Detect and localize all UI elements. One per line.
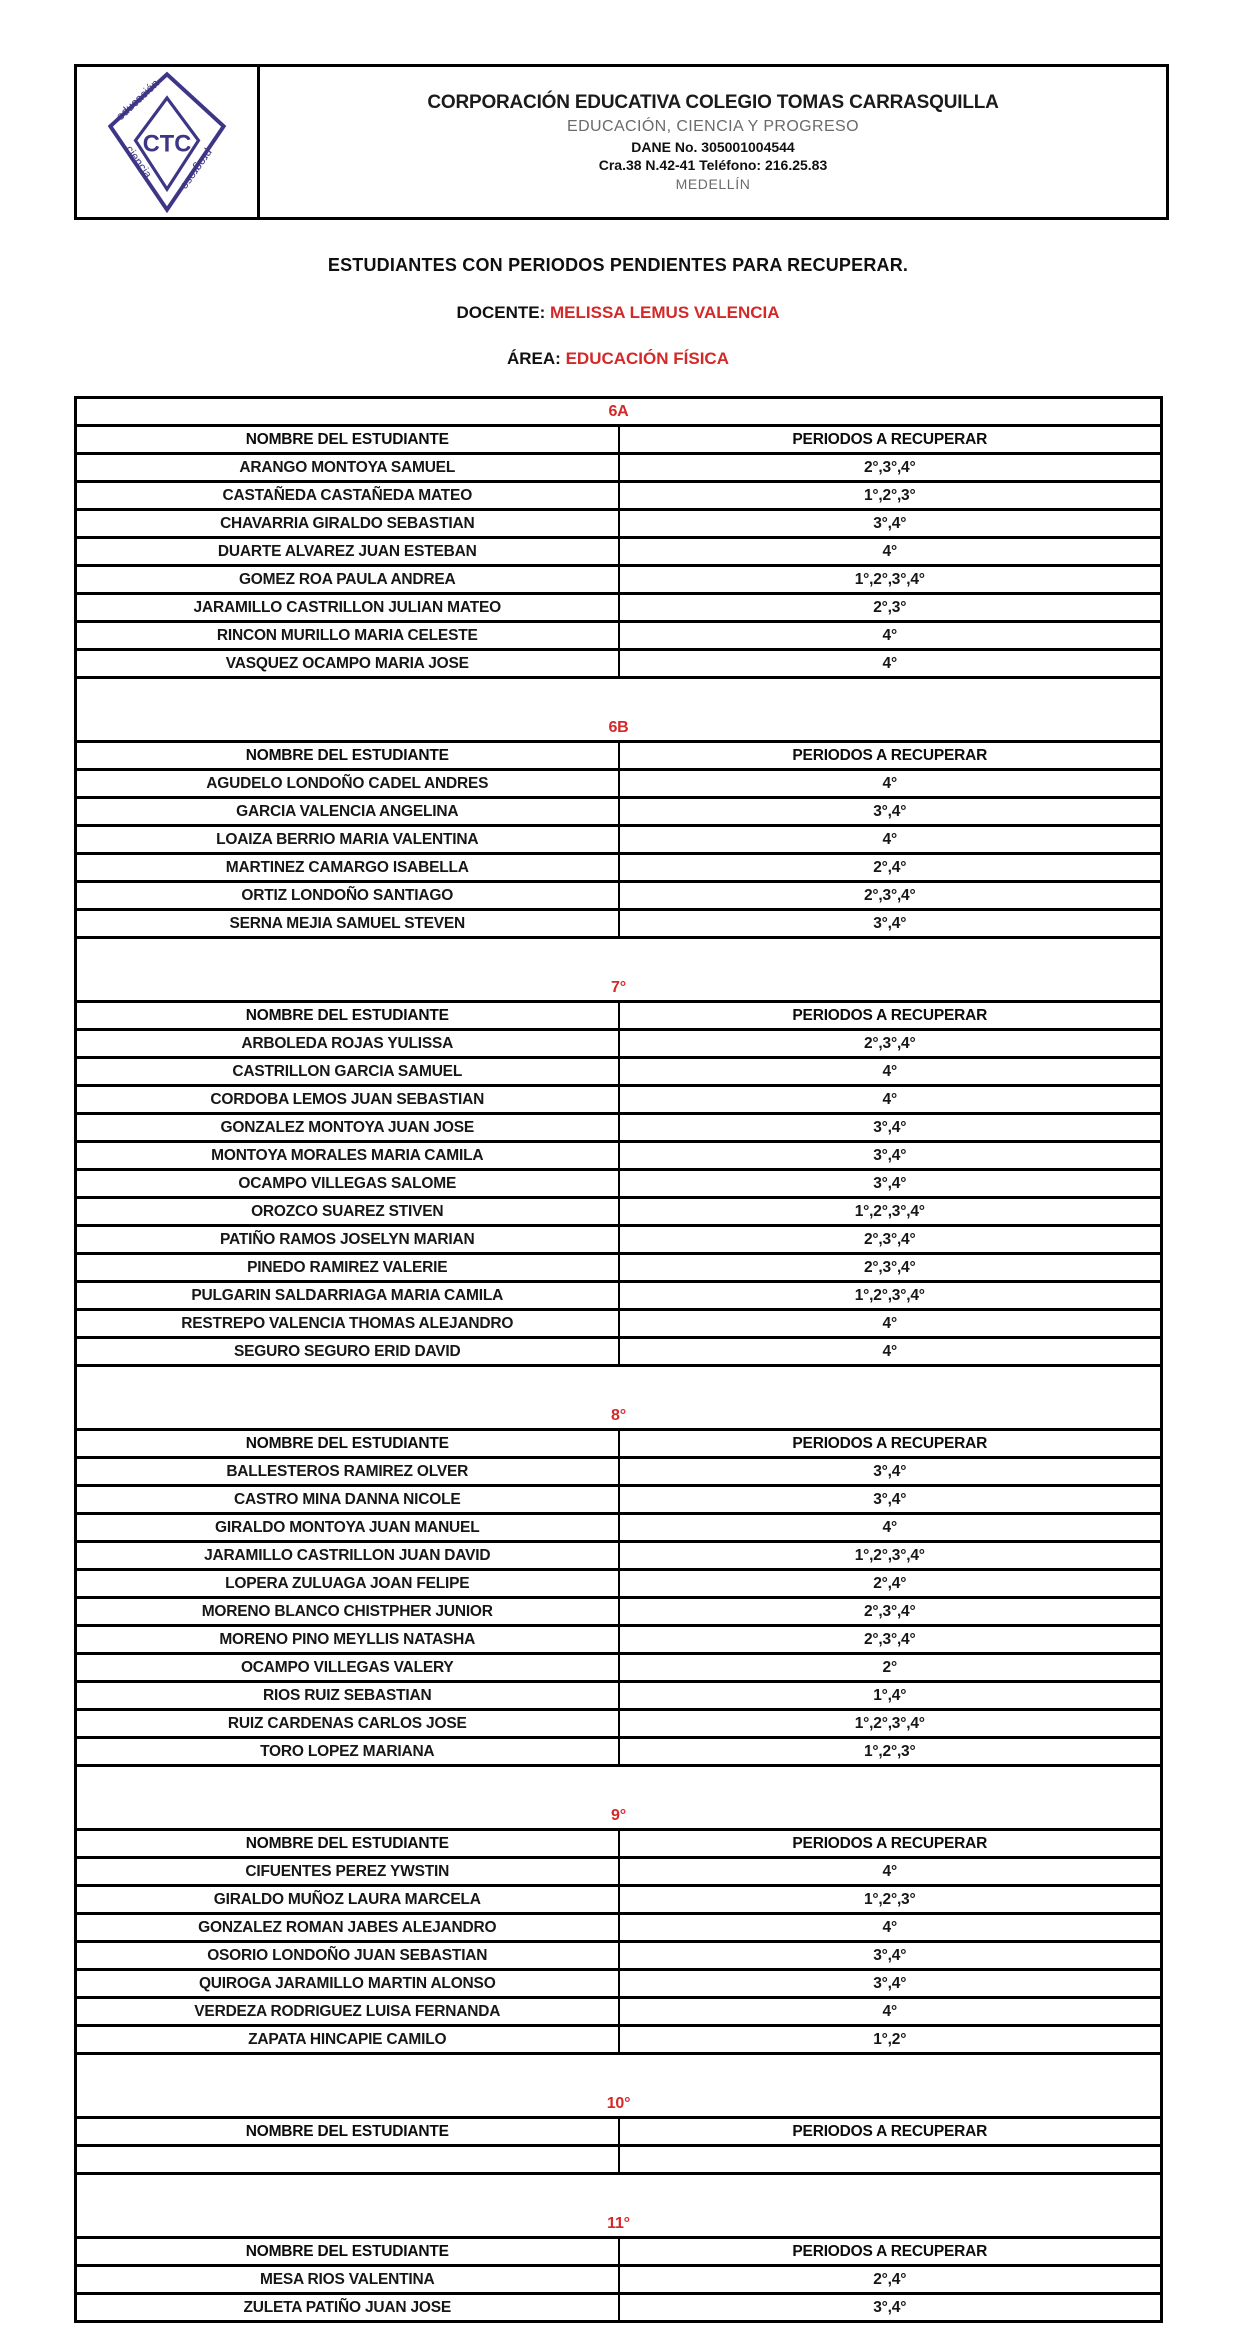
periods-header: PERIODOS A RECUPERAR <box>619 426 1162 454</box>
section-title-row <box>76 1403 1162 1430</box>
periods-cell: 4° <box>619 650 1162 678</box>
student-row <box>76 1682 1162 1710</box>
student-name-cell: OCAMPO VILLEGAS VALERY <box>76 1654 619 1682</box>
periods-cell: 1°,2°,3° <box>619 1738 1162 1766</box>
student-name-cell: PULGARIN SALDARRIAGA MARIA CAMILA <box>76 1282 619 1310</box>
student-name-header: NOMBRE DEL ESTUDIANTE <box>76 1830 619 1858</box>
section-spacer-cell <box>76 678 1162 716</box>
org-city: MEDELLÍN <box>675 175 751 192</box>
student-name-cell: QUIROGA JARAMILLO MARTIN ALONSO <box>76 1970 619 1998</box>
student-row <box>76 1942 1162 1970</box>
student-row <box>76 1654 1162 1682</box>
section-title: 10° <box>76 2091 1162 2118</box>
student-row <box>76 770 1162 798</box>
student-name-cell: JARAMILLO CASTRILLON JUAN DAVID <box>76 1542 619 1570</box>
student-row <box>76 1114 1162 1142</box>
periods-cell: 4° <box>619 538 1162 566</box>
student-name-cell: CASTRO MINA DANNA NICOLE <box>76 1486 619 1514</box>
student-name-cell: AGUDELO LONDOÑO CADEL ANDRES <box>76 770 619 798</box>
student-name-cell: GIRALDO MONTOYA JUAN MANUEL <box>76 1514 619 1542</box>
student-row <box>76 1338 1162 1366</box>
periods-cell: 1°,2°,3°,4° <box>619 566 1162 594</box>
student-name-cell: PATIÑO RAMOS JOSELYN MARIAN <box>76 1226 619 1254</box>
periods-cell: 2° <box>619 1654 1162 1682</box>
student-row <box>76 1970 1162 1998</box>
docente-label: DOCENTE: <box>456 303 546 322</box>
section-spacer-cell <box>76 1766 1162 1804</box>
periods-cell: 4° <box>619 1514 1162 1542</box>
student-name-cell: SERNA MEJIA SAMUEL STEVEN <box>76 910 619 938</box>
student-row <box>76 1198 1162 1226</box>
student-name-header: NOMBRE DEL ESTUDIANTE <box>76 2118 619 2146</box>
student-row <box>76 1626 1162 1654</box>
periods-cell: 4° <box>619 1998 1162 2026</box>
student-name-cell: RINCON MURILLO MARIA CELESTE <box>76 622 619 650</box>
section-title-row <box>76 715 1162 742</box>
student-row <box>76 566 1162 594</box>
column-header-row <box>76 1430 1162 1458</box>
periods-header: PERIODOS A RECUPERAR <box>619 1430 1162 1458</box>
student-name-cell: CHAVARRIA GIRALDO SEBASTIAN <box>76 510 619 538</box>
student-name-cell: PINEDO RAMIREZ VALERIE <box>76 1254 619 1282</box>
student-row <box>76 1738 1162 1766</box>
periods-cell: 3°,4° <box>619 798 1162 826</box>
area-label: ÁREA: <box>507 349 561 368</box>
student-row <box>76 538 1162 566</box>
student-name-cell: ZAPATA HINCAPIE CAMILO <box>76 2026 619 2054</box>
student-name-cell: GONZALEZ MONTOYA JUAN JOSE <box>76 1114 619 1142</box>
student-name-cell: CIFUENTES PEREZ YWSTIN <box>76 1858 619 1886</box>
column-header-row <box>76 426 1162 454</box>
student-row <box>76 1542 1162 1570</box>
periods-cell: 2°,4° <box>619 2266 1162 2294</box>
periods-cell: 2°,3°,4° <box>619 1030 1162 1058</box>
periods-cell: 1°,4° <box>619 1682 1162 1710</box>
students-table-body <box>76 398 1162 2322</box>
org-dane: DANE No. 305001004544 <box>631 138 795 155</box>
periods-cell: 4° <box>619 1914 1162 1942</box>
student-name-cell: GARCIA VALENCIA ANGELINA <box>76 798 619 826</box>
student-row <box>76 1886 1162 1914</box>
student-name-cell: LOAIZA BERRIO MARIA VALENTINA <box>76 826 619 854</box>
student-row <box>76 1458 1162 1486</box>
student-name-header: NOMBRE DEL ESTUDIANTE <box>76 742 619 770</box>
student-name-cell: RIOS RUIZ SEBASTIAN <box>76 1682 619 1710</box>
section-title: 6A <box>76 398 1162 426</box>
section-spacer-row <box>76 1766 1162 1804</box>
student-name-header: NOMBRE DEL ESTUDIANTE <box>76 1002 619 1030</box>
periods-cell: 2°,3°,4° <box>619 454 1162 482</box>
student-name-cell: GOMEZ ROA PAULA ANDREA <box>76 566 619 594</box>
periods-cell: 3°,4° <box>619 510 1162 538</box>
student-row <box>76 1282 1162 1310</box>
periods-cell: 2°,3°,4° <box>619 1226 1162 1254</box>
periods-cell: 2°,3°,4° <box>619 882 1162 910</box>
periods-cell: 4° <box>619 770 1162 798</box>
student-row <box>76 2026 1162 2054</box>
page-title: ESTUDIANTES CON PERIODOS PENDIENTES PARA RECUPERAR. <box>327 255 909 275</box>
periods-cell: 4° <box>619 1058 1162 1086</box>
student-name-cell: VERDEZA RODRIGUEZ LUISA FERNANDA <box>76 1998 619 2026</box>
docente-line <box>0 302 1236 324</box>
docente-value: MELISSA LEMUS VALENCIA <box>550 303 780 322</box>
section-spacer-cell <box>76 2054 1162 2092</box>
column-header-row <box>76 2238 1162 2266</box>
periods-header: PERIODOS A RECUPERAR <box>619 1830 1162 1858</box>
periods-cell: 3°,4° <box>619 1486 1162 1514</box>
periods-cell: 1°,2°,3°,4° <box>619 1710 1162 1738</box>
section-title-row <box>76 2091 1162 2118</box>
periods-cell: 1°,2°,3°,4° <box>619 1198 1162 1226</box>
student-row <box>76 1514 1162 1542</box>
letterhead-text <box>260 67 1166 217</box>
student-name-cell: MORENO BLANCO CHISTPHER JUNIOR <box>76 1598 619 1626</box>
section-title: 7° <box>76 975 1162 1002</box>
student-row <box>76 1030 1162 1058</box>
student-row <box>76 1254 1162 1282</box>
section-spacer-cell <box>76 938 1162 976</box>
student-row <box>76 1598 1162 1626</box>
periods-header: PERIODOS A RECUPERAR <box>619 1002 1162 1030</box>
student-row <box>76 1486 1162 1514</box>
section-spacer-row <box>76 2174 1162 2212</box>
area-line <box>0 348 1236 370</box>
student-name-cell: MESA RIOS VALENTINA <box>76 2266 619 2294</box>
section-title-row <box>76 2211 1162 2238</box>
periods-cell: 2°,3°,4° <box>619 1254 1162 1282</box>
periods-cell: 1°,2°,3°,4° <box>619 1282 1162 1310</box>
student-name-cell: DUARTE ALVAREZ JUAN ESTEBAN <box>76 538 619 566</box>
periods-header: PERIODOS A RECUPERAR <box>619 742 1162 770</box>
student-row <box>76 1170 1162 1198</box>
org-address: Cra.38 N.42-41 Teléfono: 216.25.83 <box>598 157 828 174</box>
periods-cell: 3°,4° <box>619 910 1162 938</box>
periods-cell: 2°,3° <box>619 594 1162 622</box>
periods-cell: 3°,4° <box>619 2294 1162 2322</box>
periods-cell: 4° <box>619 826 1162 854</box>
section-title-row <box>76 1803 1162 1830</box>
student-row <box>76 1086 1162 1114</box>
student-row <box>76 826 1162 854</box>
section-spacer-cell <box>76 2174 1162 2212</box>
periods-cell: 3°,4° <box>619 1458 1162 1486</box>
column-header-row <box>76 1002 1162 1030</box>
student-name-cell: CASTRILLON GARCIA SAMUEL <box>76 1058 619 1086</box>
student-name-header: NOMBRE DEL ESTUDIANTE <box>76 1430 619 1458</box>
student-name-cell: GIRALDO MUÑOZ LAURA MARCELA <box>76 1886 619 1914</box>
student-row <box>76 1710 1162 1738</box>
student-name-cell: TORO LOPEZ MARIANA <box>76 1738 619 1766</box>
column-header-row <box>76 1830 1162 1858</box>
section-spacer-cell <box>76 1366 1162 1404</box>
periods-cell: 4° <box>619 1858 1162 1886</box>
student-name-cell: LOPERA ZULUAGA JOAN FELIPE <box>76 1570 619 1598</box>
student-name-header: NOMBRE DEL ESTUDIANTE <box>76 426 619 454</box>
student-row <box>76 2294 1162 2322</box>
logo-word-ciencia: ciencia <box>122 142 156 181</box>
periods-cell: 3°,4° <box>619 1114 1162 1142</box>
student-row <box>76 1058 1162 1086</box>
periods-cell: 4° <box>619 1310 1162 1338</box>
periods-cell: 1°,2°,3°,4° <box>619 1542 1162 1570</box>
logo-word-progreso: progreso <box>177 146 217 193</box>
student-name-cell: OCAMPO VILLEGAS SALOME <box>76 1170 619 1198</box>
periods-cell: 1°,2°,3° <box>619 1886 1162 1914</box>
section-title-row <box>76 398 1162 426</box>
org-motto: EDUCACIÓN, CIENCIA Y PROGRESO <box>567 117 859 135</box>
school-logo-icon <box>104 71 230 213</box>
student-name-cell: MONTOYA MORALES MARIA CAMILA <box>76 1142 619 1170</box>
section-title: 11° <box>76 2211 1162 2238</box>
student-row <box>76 1998 1162 2026</box>
student-row <box>76 2146 1162 2174</box>
periods-cell: 3°,4° <box>619 1142 1162 1170</box>
section-title: 6B <box>76 715 1162 742</box>
section-title-row <box>76 975 1162 1002</box>
student-name-cell: CORDOBA LEMOS JUAN SEBASTIAN <box>76 1086 619 1114</box>
periods-cell: 2°,3°,4° <box>619 1598 1162 1626</box>
student-row <box>76 1226 1162 1254</box>
student-row <box>76 798 1162 826</box>
periods-cell: 3°,4° <box>619 1170 1162 1198</box>
logo-cell <box>77 67 260 217</box>
student-name-cell: JARAMILLO CASTRILLON JULIAN MATEO <box>76 594 619 622</box>
student-name-cell: ORTIZ LONDOÑO SANTIAGO <box>76 882 619 910</box>
student-name-cell: ARBOLEDA ROJAS YULISSA <box>76 1030 619 1058</box>
org-name: CORPORACIÓN EDUCATIVA COLEGIO TOMAS CARRASQUILLA <box>427 91 999 113</box>
students-table <box>74 396 1163 2323</box>
student-row <box>76 854 1162 882</box>
student-row <box>76 622 1162 650</box>
periods-cell: 3°,4° <box>619 1942 1162 1970</box>
student-row <box>76 454 1162 482</box>
logo-monogram: CTC <box>142 131 192 158</box>
student-name-cell: RUIZ CARDENAS CARLOS JOSE <box>76 1710 619 1738</box>
logo-word-educacion: educación <box>113 76 162 124</box>
periods-cell <box>619 2146 1162 2174</box>
section-spacer-row <box>76 938 1162 976</box>
periods-cell: 1°,2° <box>619 2026 1162 2054</box>
student-row <box>76 1310 1162 1338</box>
student-name-cell <box>76 2146 619 2174</box>
column-header-row <box>76 2118 1162 2146</box>
section-spacer-row <box>76 2054 1162 2092</box>
student-row <box>76 1914 1162 1942</box>
periods-cell: 2°,4° <box>619 854 1162 882</box>
section-title: 8° <box>76 1403 1162 1430</box>
student-row <box>76 1858 1162 1886</box>
periods-cell: 4° <box>619 1086 1162 1114</box>
student-name-cell: OSORIO LONDOÑO JUAN SEBASTIAN <box>76 1942 619 1970</box>
student-row <box>76 1142 1162 1170</box>
student-name-cell: RESTREPO VALENCIA THOMAS ALEJANDRO <box>76 1310 619 1338</box>
periods-cell: 1°,2°,3° <box>619 482 1162 510</box>
column-header-row <box>76 742 1162 770</box>
student-name-cell: CASTAÑEDA CASTAÑEDA MATEO <box>76 482 619 510</box>
section-title: 9° <box>76 1803 1162 1830</box>
student-name-cell: ARANGO MONTOYA SAMUEL <box>76 454 619 482</box>
student-row <box>76 594 1162 622</box>
student-name-cell: VASQUEZ OCAMPO MARIA JOSE <box>76 650 619 678</box>
periods-cell: 2°,3°,4° <box>619 1626 1162 1654</box>
periods-header: PERIODOS A RECUPERAR <box>619 2238 1162 2266</box>
student-name-cell: MORENO PINO MEYLLIS NATASHA <box>76 1626 619 1654</box>
student-name-cell: BALLESTEROS RAMIREZ OLVER <box>76 1458 619 1486</box>
student-name-cell: MARTINEZ CAMARGO ISABELLA <box>76 854 619 882</box>
student-name-cell: GONZALEZ ROMAN JABES ALEJANDRO <box>76 1914 619 1942</box>
student-name-cell: OROZCO SUAREZ STIVEN <box>76 1198 619 1226</box>
student-name-cell: SEGURO SEGURO ERID DAVID <box>76 1338 619 1366</box>
student-row <box>76 882 1162 910</box>
section-spacer-row <box>76 678 1162 716</box>
section-spacer-row <box>76 1366 1162 1404</box>
student-row <box>76 910 1162 938</box>
student-row <box>76 2266 1162 2294</box>
periods-cell: 4° <box>619 622 1162 650</box>
student-row <box>76 510 1162 538</box>
periods-header: PERIODOS A RECUPERAR <box>619 2118 1162 2146</box>
student-row <box>76 482 1162 510</box>
periods-cell: 2°,4° <box>619 1570 1162 1598</box>
periods-cell: 4° <box>619 1338 1162 1366</box>
student-row <box>76 1570 1162 1598</box>
student-row <box>76 650 1162 678</box>
periods-cell: 3°,4° <box>619 1970 1162 1998</box>
letterhead-box <box>74 64 1169 220</box>
area-value: EDUCACIÓN FÍSICA <box>565 349 729 368</box>
student-name-cell: ZULETA PATIÑO JUAN JOSE <box>76 2294 619 2322</box>
student-name-header: NOMBRE DEL ESTUDIANTE <box>76 2238 619 2266</box>
